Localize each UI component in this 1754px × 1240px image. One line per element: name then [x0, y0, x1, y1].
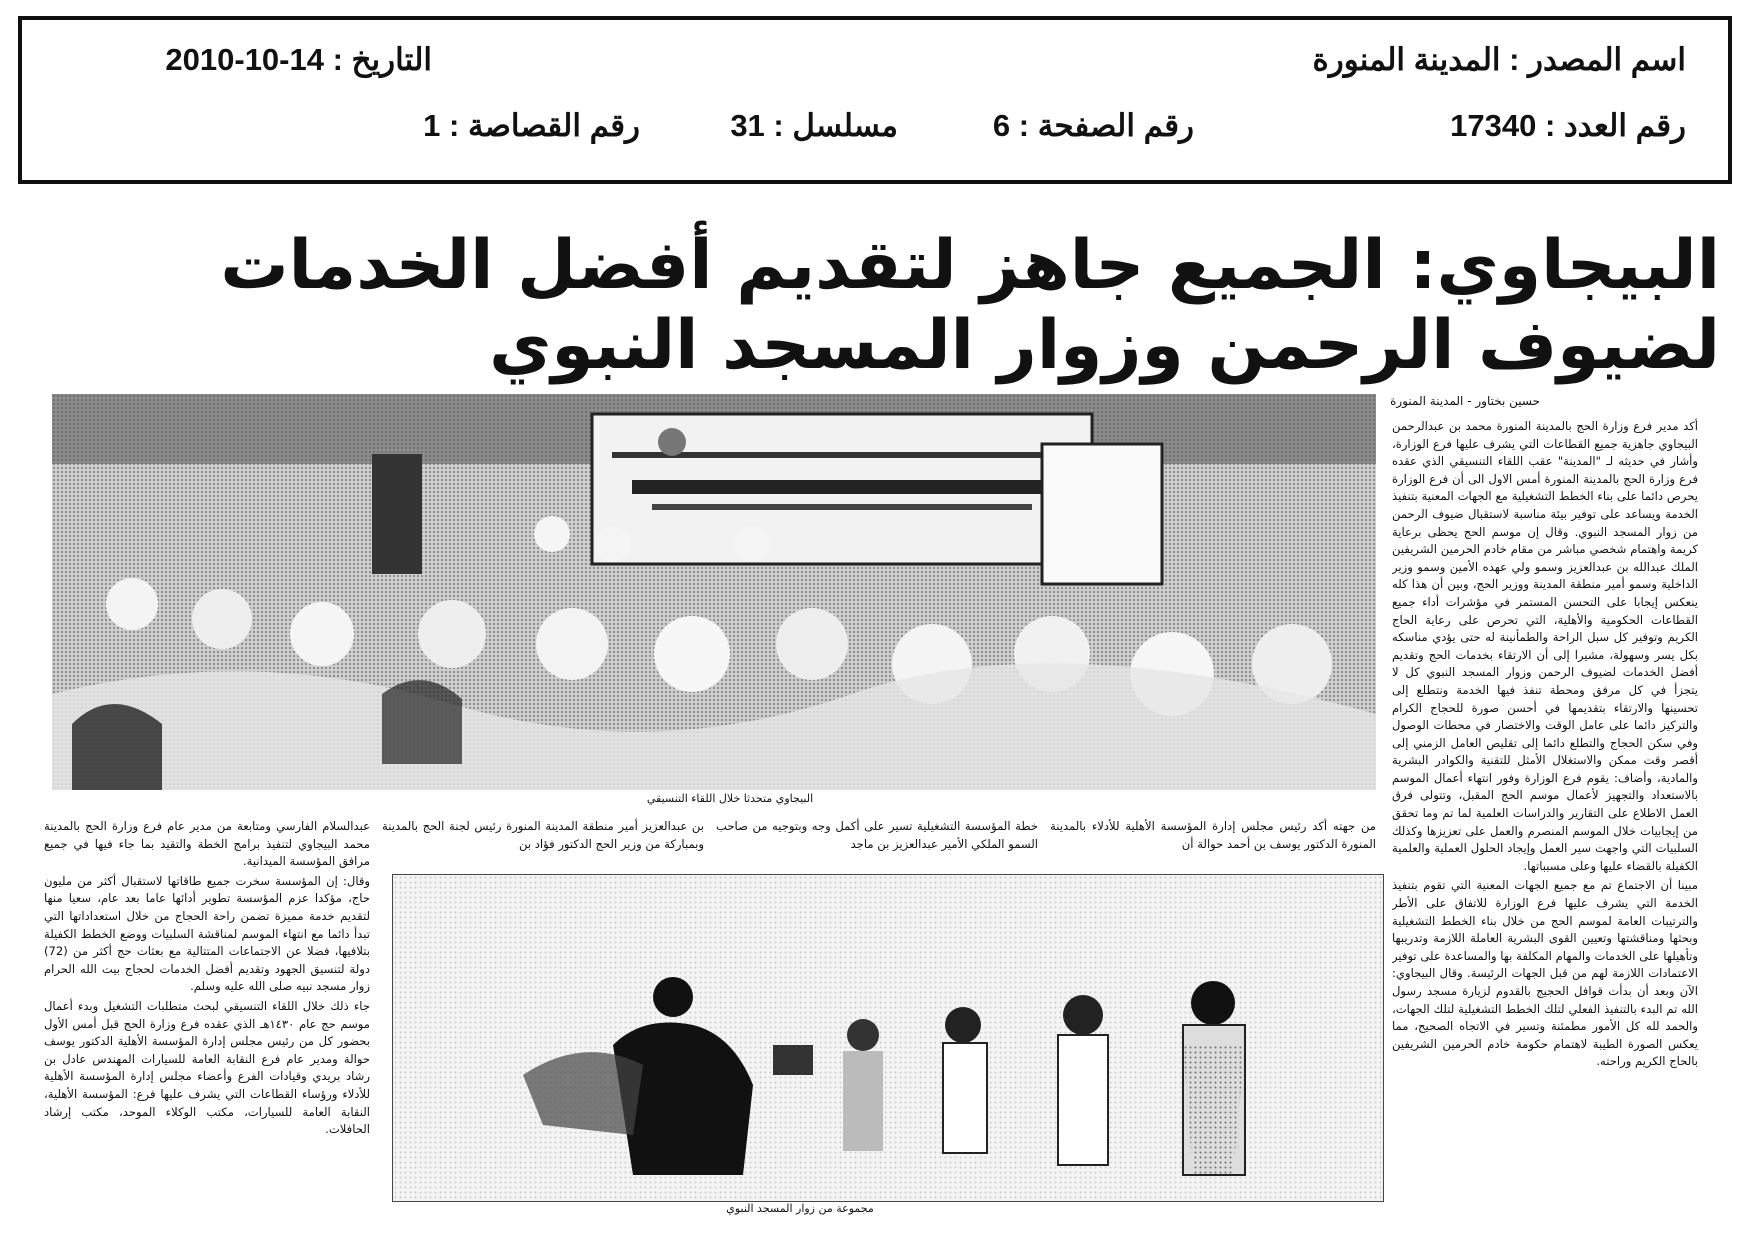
photo-caption-top: البيجاوي متحدثا خلال اللقاء التنسيقي	[646, 792, 814, 805]
photo-caption-bottom: مجموعة من زوار المسجد النبوي	[726, 1202, 874, 1215]
article-paragraph: بن عبدالعزيز أمير منطقة المدينة المنورة رئيس لجنة الحج بالمدينة وبمباركة من وزير الحج الدكتور فؤاد بن	[382, 819, 704, 851]
article-headline	[220, 226, 1720, 386]
source-field: اسم المصدر : المدينة المنورة	[1312, 42, 1686, 77]
clipping-header	[18, 16, 1732, 184]
article-paragraph: خطة المؤسسة التشغيلية تسير على أكمل وجه وبتوجيه من صاحب السمو الملكي الأمير عبدالعزيز بن ماجد	[716, 819, 1038, 851]
article-paragraph: وقال: إن المؤسسة سخرت جميع طاقاتها لاستقبال أكثر من مليون حاج، مؤكدا عزم المؤسسة تطوير أدائها عاما بعد عام، سعيا منها لتقديم خدمة مميزة تضمن راحة الحجاج من خلال استعداداتها التي تبدأ دائما مع انتهاء الموسم لمناقشة السلبيات ووضع الخطط الكفيلة بتلافيها، فضلا عن الاجتماعات المتتالية مع بعثات حج أكثر من (72) دولة لتنسيق الجهود وتقديم أفضل الخدمات لحجاج بيت الله الحرام زوار مسجد نبيه صلى الله عليه وسلم.	[44, 873, 370, 994]
article-column-2	[1050, 818, 1376, 862]
article-column-left	[44, 818, 370, 1232]
serial-field: مسلسل : 31	[730, 108, 898, 143]
headline-line-1: البيجاوي: الجميع جاهز لتقديم أفضل الخدمات	[220, 226, 1720, 305]
clipping-number-field: رقم القصاصة : 1	[423, 108, 640, 143]
article-column-4	[382, 818, 704, 862]
headline-line-2: لضيوف الرحمن وزوار المسجد النبوي	[489, 306, 1720, 385]
date-field: التاريخ : 14-10-2010	[165, 42, 432, 77]
article-column-right	[1392, 418, 1698, 1236]
issue-number-field: رقم العدد : 17340	[1450, 108, 1686, 143]
article-paragraph: من جهته أكد رئيس مجلس إدارة المؤسسة الأهلية للأدلاء بالمدينة المنورة الدكتور يوسف بن أحمد حوالة أن	[1050, 819, 1376, 851]
meeting-photo	[52, 394, 1376, 790]
article-paragraph: عبدالسلام الفارسي ومتابعة من مدير عام فرع وزارة الحج بالمدينة محمد البيجاوي لتنفيذ برامج الخطة والتقيد بما جاء فيها في جميع مرافق المؤسسة الميدانية.	[44, 819, 370, 869]
visitors-photo	[392, 874, 1384, 1202]
article-paragraph: جاء ذلك خلال اللقاء التنسيقي لبحث متطلبات التشغيل وبدء أعمال موسم حج عام ١٤٣٠هـ الذي عقده فرع وزارة الحج قبل أمس الأول بحضور كل من رئيس مجلس إدارة المؤسسة الأهلية الدكتور يوسف حوالة ومدير عام فرع النقابة العامة للسيارات المهندس عادل بن رشاد بريدي وقيادات الفرع وأعضاء مجلس إدارة المؤسسة الأهلية للأدلاء ورؤساء القطاعات التي يشرف عليها فرع: المؤسسة الأهلية، النقابة العامة للسيارات، مكتب الوكلاء الموحد، مكتب إرشاد الحافلات.	[44, 998, 370, 1137]
article-paragraph: مبينا أن الاجتماع تم مع جميع الجهات المعنية التي تقوم بتنفيذ الخدمة التي يشرف عليها فرع الوزارة للاتفاق على الأطر والترتيبات العامة لموسم الحج من خلال بناء الخطط التشغيلية وبحثها ومناقشتها وتعيين القوى البشرية العاملة اللازمة وتدريبها وتأهيلها على الخدمات والمهام المكلفة بها والمساعدة على توفير الاعتمادات اللازمة لهم من قبل الجهات الرئيسة. وقال البيجاوي: الآن وبعد أن بدأت قوافل الحجيج بالقدوم لزيارة مسجد رسول الله تم البدء بالتنفيذ الفعلي لتلك الخطط التشغيلية لتلك الجهات، والحمد لله كل الأمور مطمئنة وتسير في الاتجاه الصحيح، مما يعكس الصورة الطيبة لاهتمام حكومة خادم الحرمين الشريفين بالحاج الكريم وراحته.	[1392, 878, 1698, 1069]
visitors-photo-image	[393, 875, 1383, 1201]
meeting-photo-image	[52, 394, 1376, 790]
article-byline: حسين بختاور - المدينة المنورة	[1390, 394, 1540, 408]
article-paragraph: أكد مدير فرع وزارة الحج بالمدينة المنورة محمد بن عبدالرحمن البيجاوي جاهزية جميع القطاعات التي يشرف عليها فرع الوزارة، وأشار في حديثه لـ "المدينة" عقب اللقاء التنسيقي الذي عقده فرع وزارة الحج بالمدينة المنورة أمس الاول الى أن فرع الوزارة يحرص دائما على بناء الخطط التشغيلية مع الجهات المعنية بتنفيذ الخدمة ويساعد على توفير بيئة مناسبة لاستقبال ضيوف الرحمن من زوار المسجد النبوي. وقال إن موسم الحج يحظى برعاية كريمة واهتمام شخصي مباشر من مقام خادم الحرمين الشريفين الملك عبدالله بن عبدالعزيز وسمو ولي عهده الأمين وسمو وزير الداخلية وسمو أمير منطقة المدينة ووزير الحج، وبين أن هذا كله ينعكس إيجابا على التحسن المستمر في مؤشرات أداء جميع القطاعات الحكومية والأهلية، التي تحرص على رعاية الحاج الكريم وتوفير كل سبل الراحة والطمأنينة له حتى يؤدي مناسكه بكل يسر وسهولة، مشيرا إلى أن الارتقاء بخدمات الحج وتقديم أفضل الخدمات لضيوف الرحمن وزوار المسجد النبوي كل لا يتجزأ في كل مرفق ومحطة تنفذ فيها الخدمة ونتطلع إلى تحسينها والارتقاء بتقديمها في أحسن صورة للحجاج الكرام والتركيز دائما على عامل الوقت والاختصار في محطات الوصول وفي سكن الحجاج والتطلع دائما إلى تقليص العامل الزمني إلى أقصر وقت ممكن والاستغلال الأمثل للتقنية والكوادر البشرية والمادية، وأضاف: يقوم فرع الوزارة وفور انتهاء أعمال الموسم بالاستعداد والتجهيز لأعمال موسم الحج المقبل، وتتولى فرق العمل الاطلاع على التقارير والدراسات العلمية لما تم وما تحقق من إيجابيات خلال الموسم المنصرم والعمل على تعزيزها وكذلك السلبيات التي واجهت سير العمل وإيجاد الحلول العملية والعلمية الكفيلة بالقضاء عليها وعلى مسبباتها.	[1392, 419, 1698, 873]
page-number-field: رقم الصفحة : 6	[992, 108, 1194, 143]
article-column-3	[716, 818, 1038, 862]
